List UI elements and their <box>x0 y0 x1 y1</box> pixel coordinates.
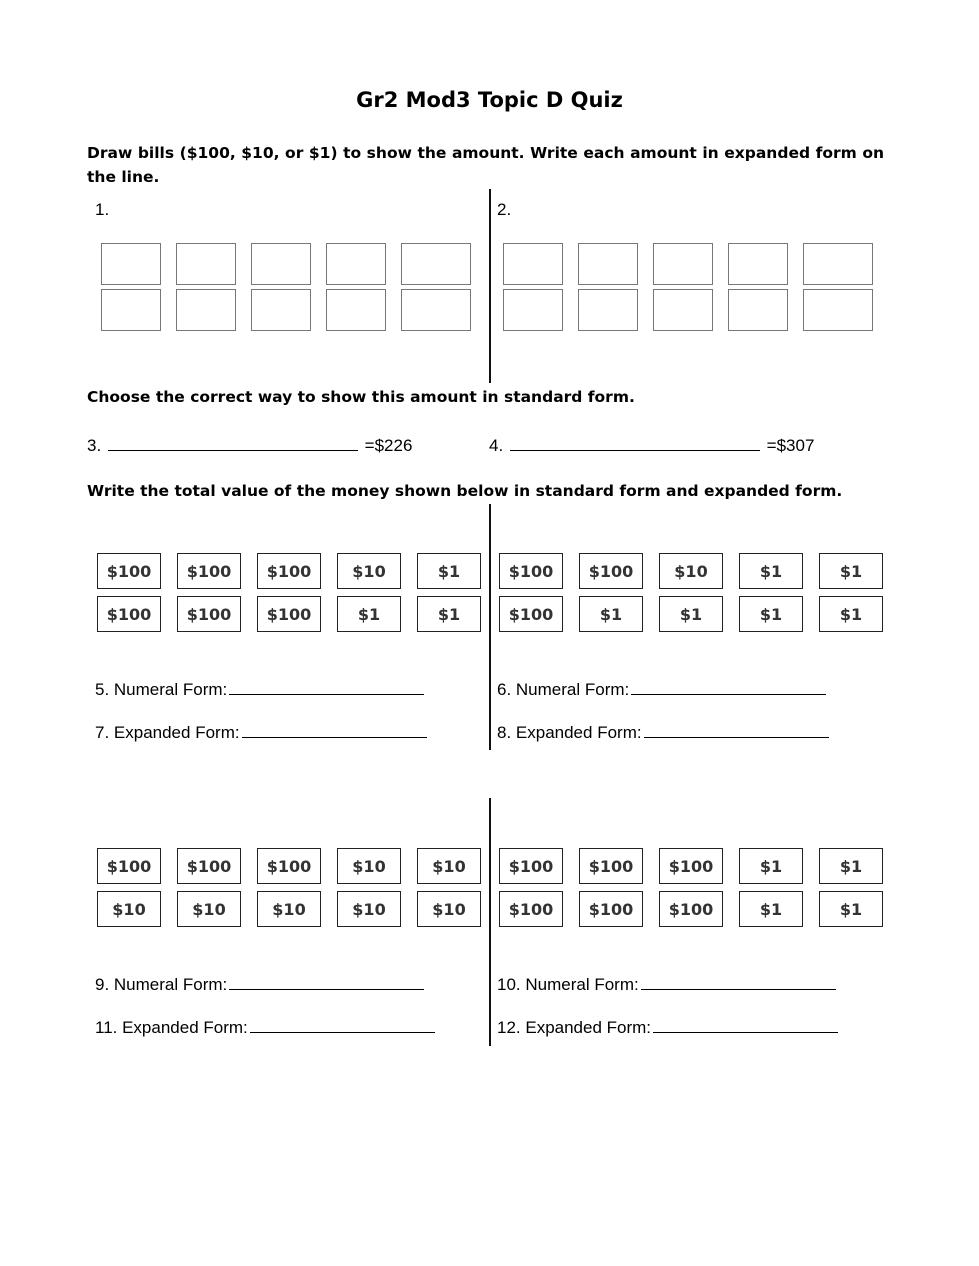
numeral-form-label: 6. Numeral Form: <box>497 680 630 699</box>
dollar-bill: $100 <box>97 553 161 589</box>
draw-box[interactable] <box>251 289 311 331</box>
draw-box[interactable] <box>728 243 788 285</box>
dollar-bill: $100 <box>257 596 321 632</box>
dollar-bill: $1 <box>337 596 401 632</box>
dollar-bill: $100 <box>499 553 563 589</box>
dollar-bill: $1 <box>417 596 481 632</box>
draw-box[interactable] <box>176 243 236 285</box>
question-3-amount: =$226 <box>364 436 413 455</box>
dollar-bill: $1 <box>819 891 883 927</box>
dollar-bill: $100 <box>177 848 241 884</box>
draw-box[interactable] <box>326 243 386 285</box>
bill-set-a <box>97 553 481 632</box>
draw-box[interactable] <box>251 243 311 285</box>
dollar-bill: $1 <box>659 596 723 632</box>
answer-line-q11[interactable] <box>250 1016 435 1033</box>
instruction-standard-form: Choose the correct way to show this amount in standard form. <box>87 388 635 406</box>
dollar-bill: $100 <box>499 596 563 632</box>
dollar-bill: $100 <box>579 891 643 927</box>
dollar-bill: $10 <box>417 891 481 927</box>
answer-line-q4[interactable] <box>510 434 760 451</box>
numeral-form-q5 <box>95 678 426 700</box>
answer-line-q8[interactable] <box>644 721 829 738</box>
answer-line-q7[interactable] <box>242 721 427 738</box>
expanded-form-q12 <box>497 1016 840 1038</box>
expanded-form-label: 11. Expanded Form: <box>95 1018 248 1037</box>
dollar-bill: $10 <box>257 891 321 927</box>
bill-set-b <box>499 553 883 632</box>
dollar-bill: $10 <box>337 848 401 884</box>
question-4 <box>489 434 814 456</box>
draw-area-q1-bottom[interactable] <box>101 289 471 331</box>
dollar-bill: $100 <box>659 848 723 884</box>
expanded-form-label: 8. Expanded Form: <box>497 723 642 742</box>
draw-box[interactable] <box>578 243 638 285</box>
numeral-form-label: 10. Numeral Form: <box>497 975 639 994</box>
expanded-form-q11 <box>95 1016 437 1038</box>
instruction-total-value: Write the total value of the money shown below in standard form and expanded form. <box>87 482 843 500</box>
draw-box[interactable] <box>803 289 873 331</box>
question-3-number: 3. <box>87 436 102 455</box>
numeral-form-q10 <box>497 973 838 995</box>
expanded-form-q7 <box>95 721 429 743</box>
numeral-form-label: 9. Numeral Form: <box>95 975 228 994</box>
expanded-form-q8 <box>497 721 831 743</box>
instruction-draw-bills: Draw bills ($100, $10, or $1) to show the amount. Write each amount in expanded form on the line. <box>87 144 884 186</box>
dollar-bill: $1 <box>819 848 883 884</box>
dollar-bill: $10 <box>417 848 481 884</box>
dollar-bill: $100 <box>177 596 241 632</box>
dollar-bill: $1 <box>739 891 803 927</box>
draw-area-q2-bottom[interactable] <box>503 289 873 331</box>
question-4-amount: =$307 <box>766 436 815 455</box>
answer-line-q6[interactable] <box>631 678 826 695</box>
dollar-bill: $10 <box>97 891 161 927</box>
question-3 <box>87 434 412 456</box>
draw-box[interactable] <box>653 243 713 285</box>
dollar-bill: $100 <box>257 553 321 589</box>
numeral-form-q6 <box>497 678 828 700</box>
question-1-label: 1. <box>95 200 110 219</box>
draw-box[interactable] <box>578 289 638 331</box>
draw-box[interactable] <box>176 289 236 331</box>
dollar-bill: $10 <box>337 553 401 589</box>
dollar-bill: $1 <box>739 596 803 632</box>
draw-box[interactable] <box>653 289 713 331</box>
draw-box[interactable] <box>503 289 563 331</box>
draw-box[interactable] <box>326 289 386 331</box>
numeral-form-q9 <box>95 973 426 995</box>
dollar-bill: $10 <box>177 891 241 927</box>
draw-box[interactable] <box>401 243 471 285</box>
answer-line-q5[interactable] <box>229 678 424 695</box>
question-4-number: 4. <box>489 436 504 455</box>
dollar-bill: $100 <box>579 553 643 589</box>
answer-line-q3[interactable] <box>108 434 358 451</box>
dollar-bill: $100 <box>177 553 241 589</box>
dollar-bill: $100 <box>97 596 161 632</box>
dollar-bill: $1 <box>819 596 883 632</box>
dollar-bill: $1 <box>417 553 481 589</box>
draw-box[interactable] <box>728 289 788 331</box>
draw-area-q1-top[interactable] <box>101 243 471 285</box>
dollar-bill: $100 <box>579 848 643 884</box>
page-title: Gr2 Mod3 Topic D Quiz <box>356 88 623 112</box>
divider-line <box>489 189 491 383</box>
dollar-bill: $1 <box>579 596 643 632</box>
draw-box[interactable] <box>803 243 873 285</box>
dollar-bill: $1 <box>739 553 803 589</box>
numeral-form-label: 5. Numeral Form: <box>95 680 228 699</box>
dollar-bill: $100 <box>499 891 563 927</box>
dollar-bill: $100 <box>257 848 321 884</box>
dollar-bill: $1 <box>739 848 803 884</box>
divider-line <box>489 504 491 750</box>
dollar-bill: $1 <box>819 553 883 589</box>
expanded-form-label: 12. Expanded Form: <box>497 1018 652 1037</box>
answer-line-q10[interactable] <box>641 973 836 990</box>
draw-box[interactable] <box>401 289 471 331</box>
draw-box[interactable] <box>101 243 161 285</box>
draw-box[interactable] <box>101 289 161 331</box>
dollar-bill: $100 <box>97 848 161 884</box>
draw-box[interactable] <box>503 243 563 285</box>
question-2-label: 2. <box>497 200 512 219</box>
dollar-bill: $10 <box>659 553 723 589</box>
draw-area-q2-top[interactable] <box>503 243 873 285</box>
answer-line-q9[interactable] <box>229 973 424 990</box>
divider-line <box>489 798 491 1046</box>
bill-set-d <box>499 848 883 927</box>
dollar-bill: $10 <box>337 891 401 927</box>
bill-set-c <box>97 848 481 927</box>
answer-line-q12[interactable] <box>653 1016 838 1033</box>
dollar-bill: $100 <box>659 891 723 927</box>
expanded-form-label: 7. Expanded Form: <box>95 723 240 742</box>
dollar-bill: $100 <box>499 848 563 884</box>
